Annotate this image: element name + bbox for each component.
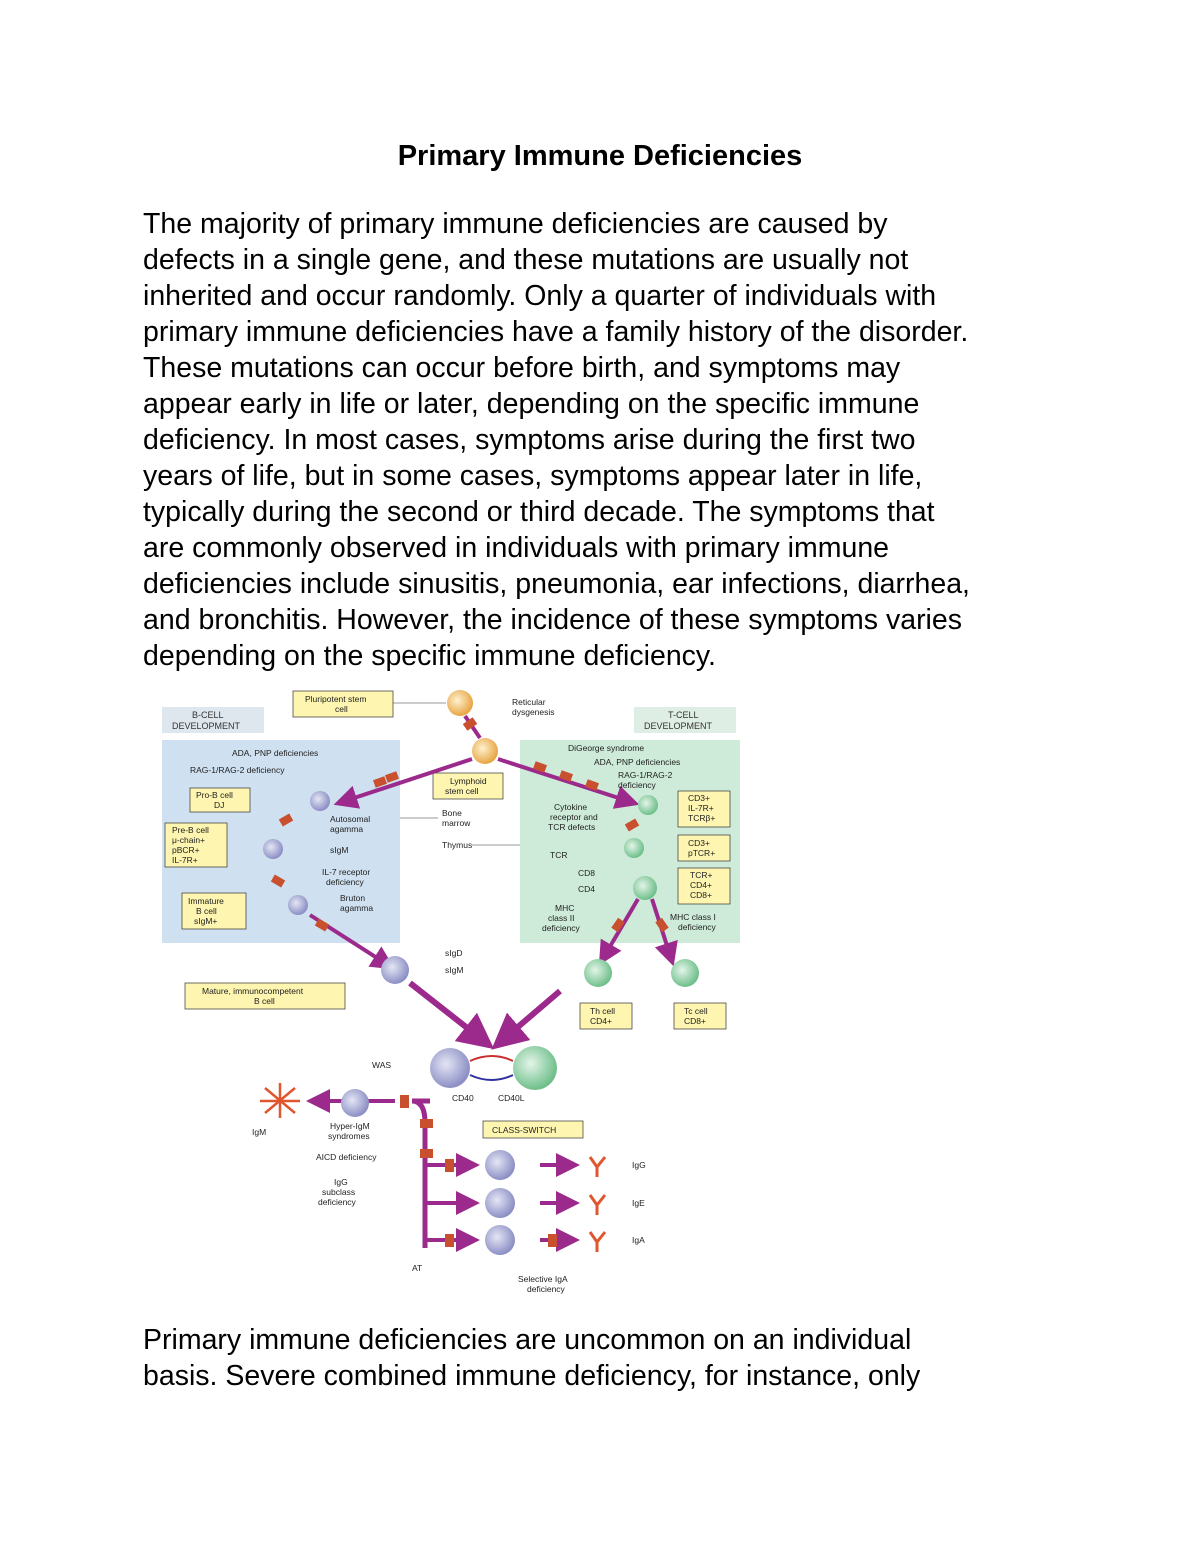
tc-label-1: Tc cell (684, 1006, 708, 1016)
cd3-ptcr-label-1: CD3+ (688, 838, 710, 848)
sigm-label: sIgM (330, 845, 349, 855)
igg-sub-label-3: deficiency (318, 1197, 356, 1207)
bruton-label-1: Bruton (340, 893, 366, 903)
pluripotent-stem-cell (447, 690, 473, 716)
pluripotent-label-2: cell (335, 704, 348, 714)
lymphoid-label-2: stem cell (445, 786, 479, 796)
text-line: deficiency. In most cases, symptoms arise during the first two (143, 424, 916, 456)
th-cell (584, 959, 612, 987)
mature-b-cell (381, 956, 409, 984)
tc-label-2: CD8+ (684, 1016, 706, 1026)
tcr-cd4-cd8-label-1: TCR+ (690, 870, 713, 880)
tcell-header-2: DEVELOPMENT (644, 721, 713, 731)
reticular-label-1: Reticular (512, 697, 546, 707)
bone-marrow-label-2: marrow (442, 818, 471, 828)
cd3-ptcr-label-2: pTCR+ (688, 848, 716, 858)
cytokine-label-3: TCR defects (548, 822, 596, 832)
th-label-2: CD4+ (590, 1016, 612, 1026)
mature-label-1: Mature, immunocompetent (202, 986, 304, 996)
autosomal-label-2: agamma (330, 824, 364, 834)
igm-molecule (260, 1083, 300, 1118)
iga-antibody (590, 1232, 605, 1252)
tcell-header-1: T-CELL (668, 710, 699, 720)
bone-marrow-label-1: Bone (442, 808, 462, 818)
double-positive-cell (633, 876, 657, 900)
ada-pnp-t-label: ADA, PNP deficiencies (594, 757, 681, 767)
mhc2-label-1: MHC (555, 903, 575, 913)
mhc2-label-3: deficiency (542, 923, 580, 933)
text-line: Primary immune deficiencies are uncommon on an individual (143, 1324, 912, 1356)
text-line: typically during the second or third decade. The symptoms that (143, 496, 935, 528)
preb-label-1: Pre-B cell (172, 825, 209, 835)
iga-def-label-2: deficiency (527, 1284, 565, 1294)
igm-label: IgM (252, 1127, 267, 1137)
mature-label-2: B cell (254, 996, 275, 1006)
was-label: WAS (372, 1060, 392, 1070)
tcr-cd4-cd8-label-3: CD8+ (690, 890, 712, 900)
cytokine-label-2: receptor and (550, 812, 598, 822)
text-line: basis. Severe combined immune deficiency, for instance, only (143, 1360, 921, 1392)
tc-cell (671, 959, 699, 987)
th-label-1: Th cell (590, 1006, 616, 1016)
lymphoid-label-1: Lymphoid (450, 776, 487, 786)
pluripotent-label-1: Pluripotent stem (305, 694, 367, 704)
cd8-label: CD8 (578, 868, 596, 878)
text-line: The majority of primary immune deficiencies are caused by (143, 208, 888, 240)
text-line: appear early in life or later, depending on the specific immune (143, 388, 920, 420)
rag-t-label-2: deficiency (618, 780, 656, 790)
rag-t-label-1: RAG-1/RAG-2 (618, 770, 673, 780)
page-title: Primary Immune Deficiencies (397, 140, 803, 172)
pre-t-cell (624, 838, 644, 858)
text-line: deficiencies include sinusitis, pneumonia, ear infections, diarrhea, (143, 568, 970, 600)
il7-label-1: IL-7 receptor (322, 867, 371, 877)
sigm2-label: sIgM (445, 965, 464, 975)
pre-b-cell (263, 839, 283, 859)
bcell-header-2: DEVELOPMENT (172, 721, 241, 731)
immune-development-diagram (150, 683, 750, 1303)
text-line: defects in a single gene, and these mutations are usually not (143, 244, 909, 276)
immature-label-2: B cell (196, 906, 217, 916)
igg-b-cell (485, 1150, 515, 1180)
ige-b-cell (485, 1188, 515, 1218)
cd40l-label: CD40L (498, 1093, 525, 1103)
ige-label: IgE (632, 1198, 645, 1208)
rag-b-label: RAG-1/RAG-2 deficiency (190, 765, 285, 775)
b-cell-cd40 (430, 1048, 470, 1088)
immature-label-3: sIgM+ (194, 916, 218, 926)
class-switch-label: CLASS-SWITCH (492, 1125, 557, 1135)
igg-antibody (590, 1157, 605, 1177)
at-label: AT (412, 1263, 423, 1273)
cd4-label: CD4 (578, 884, 596, 894)
digeorge-label: DiGeorge syndrome (568, 743, 645, 753)
igg-sub-label-2: subclass (322, 1187, 356, 1197)
autosomal-label-1: Autosomal (330, 814, 371, 824)
igm-b-cell (341, 1089, 369, 1117)
thymus-label: Thymus (442, 840, 473, 850)
prob-label-1: Pro-B cell (196, 790, 233, 800)
text-line: primary immune deficiencies have a family history of the disorder. (143, 316, 969, 348)
iga-def-label-1: Selective IgA (518, 1274, 568, 1284)
cd3-il7-label-2: IL-7R+ (688, 803, 714, 813)
text-line: These mutations can occur before birth, and symptoms may (143, 352, 901, 384)
tcr-label: TCR (550, 850, 568, 860)
igg-sub-label-1: IgG (334, 1177, 348, 1187)
hyperigm-label-2: syndromes (328, 1131, 370, 1141)
igg-label: IgG (632, 1160, 646, 1170)
preb-label-3: pBCR+ (172, 845, 200, 855)
text-line: and bronchitis. However, the incidence of these symptoms varies (143, 604, 962, 636)
t-cell-cd40l (513, 1046, 557, 1090)
lymphoid-stem-cell (472, 738, 498, 764)
paragraph-2 (143, 1322, 1073, 1394)
mhc2-label-2: class II (548, 913, 575, 923)
text-line: are commonly observed in individuals with primary immune (143, 532, 890, 564)
cd3-il7-label-3: TCRβ+ (688, 813, 716, 823)
ige-antibody (590, 1195, 605, 1215)
thymocyte-cell (638, 795, 658, 815)
pro-b-cell (310, 791, 330, 811)
bcell-header-1: B-CELL (192, 710, 224, 720)
text-line: years of life, but in some cases, symptoms appear later in life, (143, 460, 923, 492)
preb-label-4: IL-7R+ (172, 855, 198, 865)
bruton-label-2: agamma (340, 903, 374, 913)
hyperigm-label-1: Hyper-IgM (330, 1121, 370, 1131)
text-line: inherited and occur randomly. Only a quarter of individuals with (143, 280, 937, 312)
il7-label-2: deficiency (326, 877, 364, 887)
ada-pnp-b-label: ADA, PNP deficiencies (232, 748, 319, 758)
cd3-il7-label-1: CD3+ (688, 793, 710, 803)
sigd-label: sIgD (445, 948, 463, 958)
tcr-cd4-cd8-label-2: CD4+ (690, 880, 712, 890)
aicd-label: AICD deficiency (316, 1152, 377, 1162)
paragraph-1 (143, 206, 1073, 674)
text-line: depending on the specific immune deficiency. (143, 640, 716, 672)
cd40-label: CD40 (452, 1093, 474, 1103)
reticular-label-2: dysgenesis (512, 707, 555, 717)
iga-label: IgA (632, 1235, 645, 1245)
mhc1-label-1: MHC class I (670, 912, 716, 922)
iga-b-cell (485, 1225, 515, 1255)
prob-label-2: DJ (214, 800, 225, 810)
cytokine-label-1: Cytokine (554, 802, 588, 812)
preb-label-2: μ-chain+ (172, 835, 206, 845)
immature-b-cell (288, 895, 308, 915)
immature-label-1: Immature (188, 896, 224, 906)
mhc1-label-2: deficiency (678, 922, 716, 932)
